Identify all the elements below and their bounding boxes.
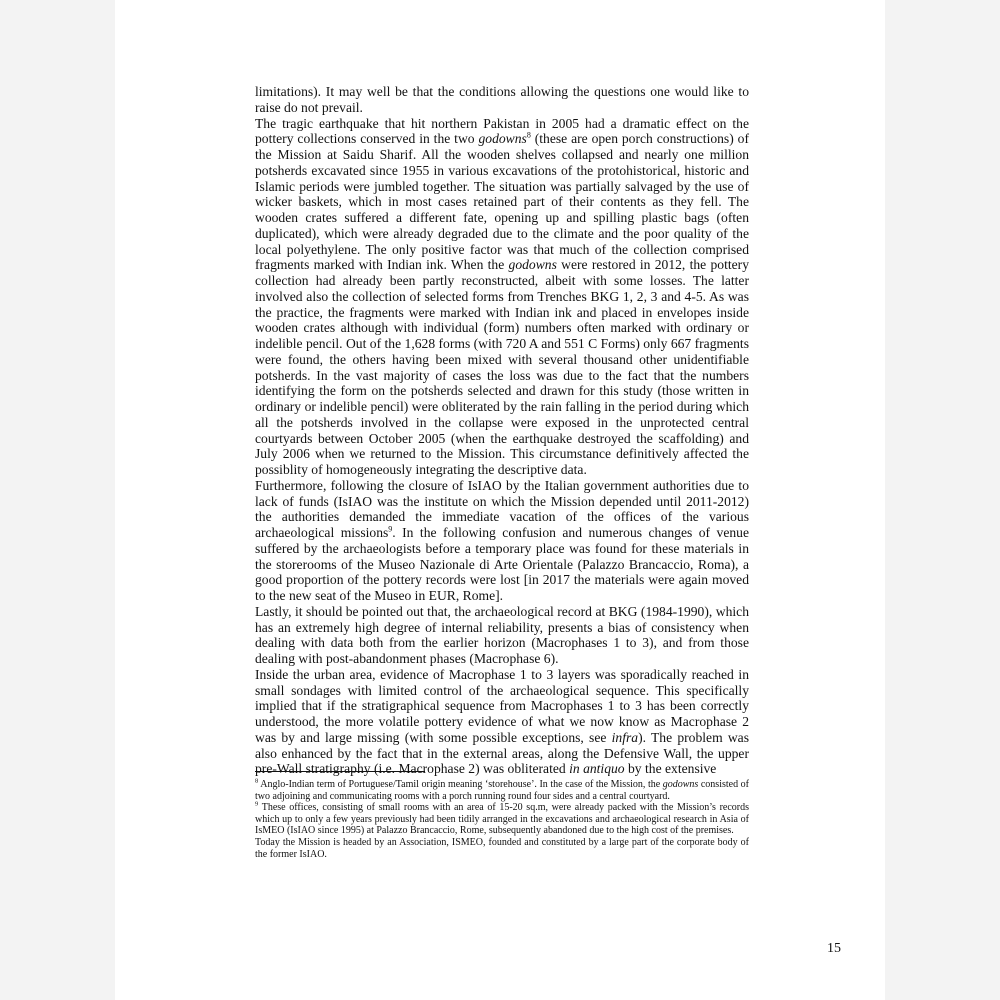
footnote-ref-9[interactable]: 9	[388, 524, 393, 534]
footnotes	[255, 779, 749, 860]
main-text	[255, 84, 749, 777]
footnote-9-continuation: Today the Mission is headed by an Association, ISMEO, founded and constituted by a large part of the corporate body of the former IsIAO.	[255, 836, 749, 860]
italic-term: godowns	[662, 779, 699, 790]
text-run: (these are open porch constructions) of the Mission at Saidu Sharif. All the wooden shelves collapsed and nearly one million potsherds excavated since 1955 in various excavations of the protohistorical, historic and Islamic periods were jumbled together. The situation was partially salvaged by the use of wicker baskets, which in most cases retained part of their contents as they fell. The wooden crates suffered a different fate, opening up and spilling plastic bags (often duplicated), which were already degraded due to the climate and the poor quality of the local polyethylene. The only positive factor was that much of the collection comprised fragments marked with Indian ink. When the	[255, 131, 749, 273]
footnote-number: 8	[255, 777, 259, 785]
paragraph-1: limitations). It may well be that the conditions allowing the questions one would like to raise do not prevail.	[255, 84, 749, 115]
text-run: Anglo-Indian term of Portuguese/Tamil origin meaning ‘storehouse’. In the case of the Mission, the	[258, 779, 663, 790]
italic-term: infra	[611, 729, 639, 745]
paragraph-4: Lastly, it should be pointed out that, the archaeological record at BKG (1984-1990), which has an extremely high degree of internal reliability, presents a bias of consistency when dealing with data both from the earlier horizon (Macrophases 1 to 3), and from those dealing with post-abandonment phases (Macrophase 6).	[255, 603, 749, 666]
paragraph-2	[255, 116, 749, 478]
text-run: ). The problem was also enhanced by the fact that in the external areas, along the Defensive Wall, the upper pre-Wall stratigraphy (i.e. Macrophase 2) was obliterated	[255, 729, 749, 777]
paragraph-3	[255, 478, 749, 604]
text-run: Furthermore, following the closure of IsIAO by the Italian government authorities due to lack of funds (IsIAO was the institute on which the Mission depended until 2011-2012) the authorities demanded the immediate vacation of the offices of the various archaeological missions	[255, 477, 749, 540]
footnote-ref-8[interactable]: 8	[526, 130, 531, 140]
paragraph-5	[255, 667, 749, 777]
document-page	[115, 0, 885, 1000]
text-run: were restored in 2012, the pottery collection had already been partly reconstructed, albeit with some losses. The latter involved also the collection of selected forms from Trenches BKG 1, 2, 3 and 4-5. As was the practice, the fragments were marked with Indian ink and placed in envelopes inside wooden crates although with individual (form) numbers often marked with ordinary or indelible pencil. Out of the 1,628 forms (with 720 A and 551 C Forms) only 667 fragments were found, the others having been mixed with several thousand other unidentifiable potsherds. In the vast majority of cases the loss was due to the fact that the numbers identifying the form on the potsherds selected and drawn for this study (those written in ordinary or indelible pencil) were obliterated by the rain falling in the period during which all the potsherds involved in the collapse were exposed in the unprotected central courtyards between October 2005 (when the earthquake destroyed the scaffolding) and July 2006 when we returned to the Mission. This circumstance definitively affected the possiblity of homogeneously integrating the descriptive data.	[255, 257, 749, 477]
text-run: . In the following confusion and numerous changes of venue suffered by the archaeologists before a temporary place was found for these materials in the storerooms of the Museo Nazionale di Arte Orientale (Palazzo Brancaccio, Roma), a good proportion of the pottery records were lost [in 2017 the materials were again moved to the new seat of the Museo in EUR, Rome].	[255, 525, 749, 603]
italic-term: godowns	[508, 257, 557, 273]
footnote-separator	[255, 771, 425, 772]
footnote-9	[255, 802, 749, 837]
text-run: Inside the urban area, evidence of Macrophase 1 to 3 layers was sporadically reached in small sondages with limited control of the archaeological sequence. This specifically implied that if the stratigraphical sequence from Macrophases 1 to 3 has been correctly understood, the more volatile pottery evidence of what we now know as Macrophase 2 was by and large missing (with some possible exceptions, see	[255, 666, 749, 745]
text-run: These offices, consisting of small rooms with an area of 15-20 sq.m, were already packed with the Mission’s records which up to only a few years previously had been tidily arranged in the excavations and archaeological research in Asia of IsMEO (IsIAO since 1995) at Palazzo Brancaccio, Rome, subsequently abandoned due to the high cost of the premises.	[255, 802, 749, 837]
text-run: The tragic earthquake that hit northern Pakistan in 2005 had a dramatic effect on the pottery collections conserved in the two	[255, 115, 749, 147]
footnote-8	[255, 779, 749, 802]
italic-term: godowns	[478, 131, 527, 147]
italic-term: in antiquo	[569, 761, 625, 777]
page-number: 15	[827, 941, 841, 956]
footnote-number: 9	[255, 800, 259, 808]
text-run: consisted of two adjoining and communicating rooms with a porch running round four sides and a central courtyard.	[255, 779, 749, 802]
text-run: by the extensive	[624, 761, 717, 777]
